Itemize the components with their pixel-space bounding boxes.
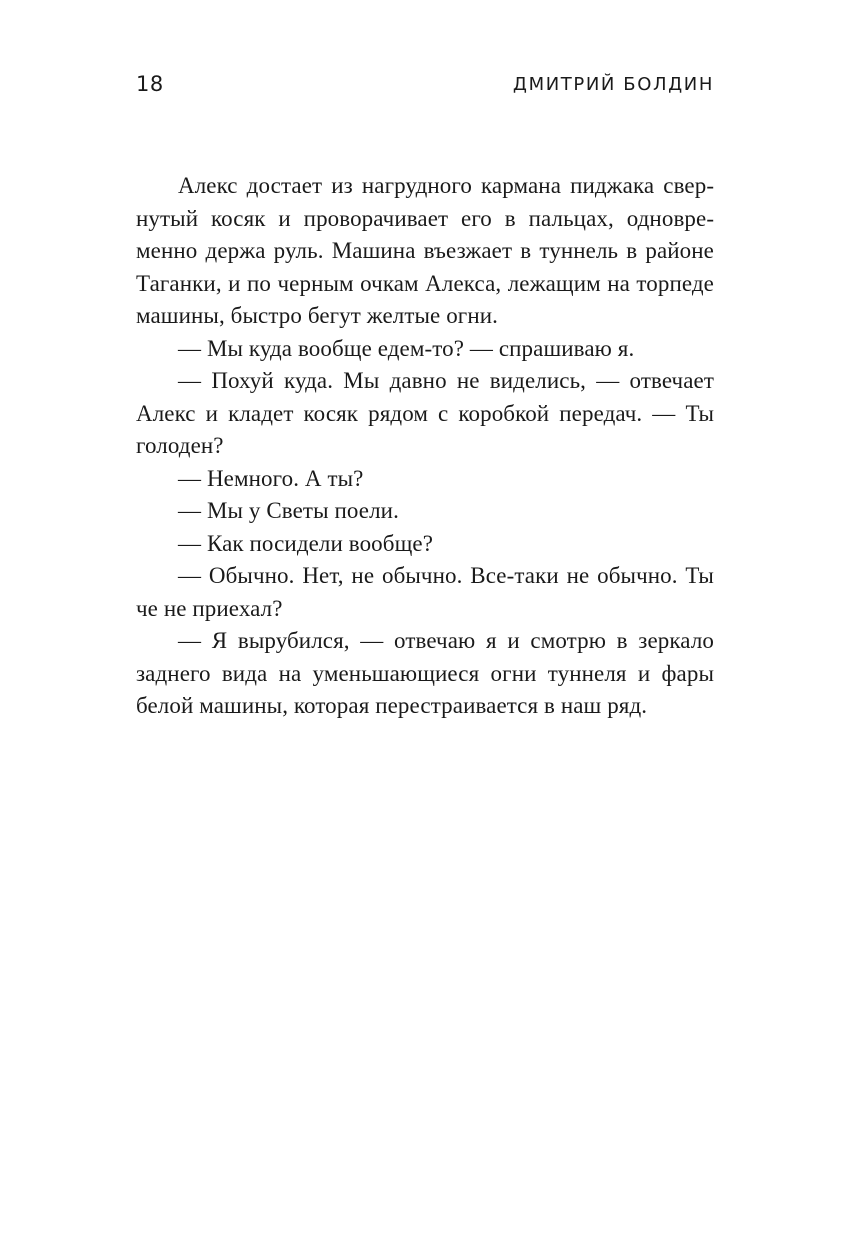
page-number: 18: [136, 72, 164, 96]
dialogue-line: — Мы у Светы поели.: [178, 498, 399, 523]
running-head-author: ДМИТРИЙ БОЛДИН: [512, 74, 714, 95]
dialogue-line: — Как посидели вообще?: [178, 530, 433, 556]
page-header: [136, 72, 714, 102]
dialogue-line: — Я вырубился, — отвечаю я и смотрю в зеркало заднего вида на уменьшающиеся огни туннеля и фары белой машины, которая перестраивается в наш ряд.: [136, 628, 714, 718]
dialogue-line: — Мы куда вообще едем-то? — спрашиваю я.: [178, 335, 635, 361]
body-text: [136, 170, 714, 723]
dialogue-line: — Немного. А ты?: [178, 465, 364, 491]
dialogue-line: — Похуй куда. Мы давно не виделись, — отвечает Алекс и кладет косяк рядом с коробкой передач. — Ты голоден?: [136, 368, 714, 458]
paragraph: Алекс достает из нагрудного кармана пиджака свернутый косяк и проворачивает его в пальцах, одновременно держа руль. Машина въезжает в туннель в районе Таганки, и по черным очкам Алекса, лежащим на торпеде машины, быстро бегут желтые огни.: [136, 173, 714, 328]
dialogue-line: — Обычно. Нет, не обычно. Все-таки не обычно. Ты че не приехал?: [136, 563, 714, 621]
